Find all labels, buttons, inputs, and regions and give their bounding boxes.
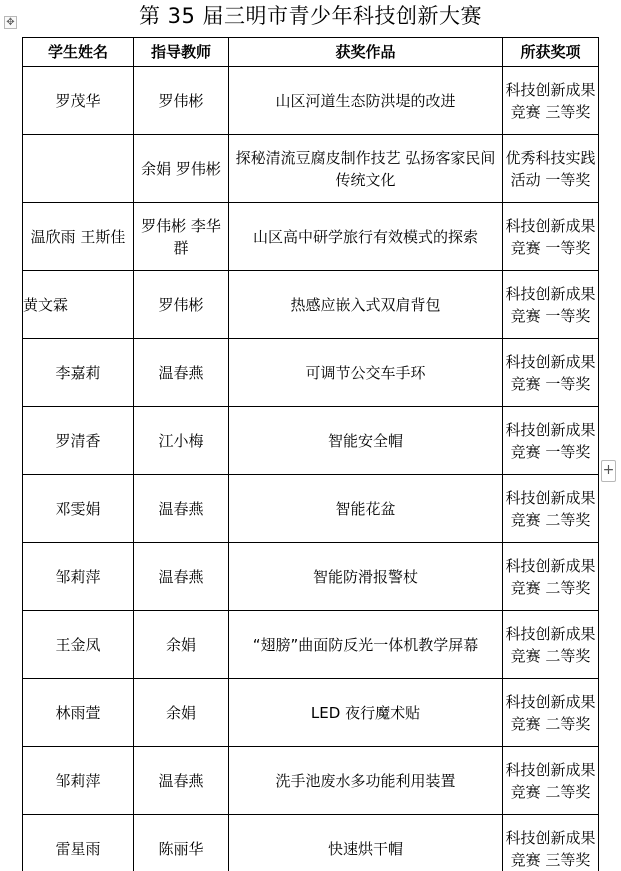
advisor-cell[interactable]: 余娟 罗伟彬: [134, 135, 229, 203]
advisor-cell[interactable]: 余娟: [134, 679, 229, 747]
advisor-cell[interactable]: 陈丽华: [134, 815, 229, 871]
award-cell[interactable]: 科技创新成果竞赛 二等奖: [503, 679, 599, 747]
award-cell[interactable]: 科技创新成果竞赛 二等奖: [503, 747, 599, 815]
award-work-cell[interactable]: 快速烘干帽: [229, 815, 503, 871]
student-name-cell[interactable]: 王金凤: [23, 611, 134, 679]
award-cell[interactable]: 科技创新成果竞赛 二等奖: [503, 475, 599, 543]
award-cell[interactable]: 科技创新成果竞赛 一等奖: [503, 203, 599, 271]
plus-icon[interactable]: +: [601, 460, 616, 482]
advisor-cell[interactable]: 罗伟彬: [134, 67, 229, 135]
student-name-cell[interactable]: 雷星雨: [23, 815, 134, 871]
advisor-cell[interactable]: 罗伟彬: [134, 271, 229, 339]
award-work-cell[interactable]: 可调节公交车手环: [229, 339, 503, 407]
advisor-cell[interactable]: 温春燕: [134, 475, 229, 543]
table-row: [23, 543, 599, 611]
award-cell[interactable]: 科技创新成果竞赛 二等奖: [503, 611, 599, 679]
award-work-cell[interactable]: 智能花盆: [229, 475, 503, 543]
advisor-cell[interactable]: 余娟: [134, 611, 229, 679]
award-cell[interactable]: 优秀科技实践活动 一等奖: [503, 135, 599, 203]
student-name-cell[interactable]: [23, 135, 134, 203]
table-row: [23, 271, 599, 339]
award-work-cell[interactable]: 智能安全帽: [229, 407, 503, 475]
award-work-cell[interactable]: 智能防滑报警杖: [229, 543, 503, 611]
award-work-cell[interactable]: “翅膀”曲面防反光一体机教学屏幕: [229, 611, 503, 679]
advisor-cell[interactable]: 温春燕: [134, 543, 229, 611]
table-row: [23, 339, 599, 407]
header-award-work: 获奖作品: [229, 38, 503, 67]
award-cell[interactable]: 科技创新成果竞赛 一等奖: [503, 407, 599, 475]
award-work-cell[interactable]: 山区高中研学旅行有效模式的探索: [229, 203, 503, 271]
advisor-cell[interactable]: 温春燕: [134, 339, 229, 407]
header-award: 所获奖项: [503, 38, 599, 67]
student-name-cell[interactable]: 李嘉莉: [23, 339, 134, 407]
award-work-cell[interactable]: 探秘清流豆腐皮制作技艺 弘扬客家民间传统文化: [229, 135, 503, 203]
table-row: [23, 611, 599, 679]
advisor-cell[interactable]: 罗伟彬 李华群: [134, 203, 229, 271]
award-cell[interactable]: 科技创新成果竞赛 三等奖: [503, 815, 599, 871]
student-name-cell[interactable]: 温欣雨 王斯佳: [23, 203, 134, 271]
header-student-name: 学生姓名: [23, 38, 134, 67]
document-title: 第 35 届三明市青少年科技创新大赛: [138, 4, 483, 28]
student-name-cell[interactable]: 林雨萱: [23, 679, 134, 747]
move-icon[interactable]: ✥: [4, 16, 17, 29]
header-advisor: 指导教师: [134, 38, 229, 67]
award-work-cell[interactable]: LED 夜行魔术贴: [229, 679, 503, 747]
table-row: [23, 407, 599, 475]
table-header-row: [23, 38, 599, 67]
table-row: [23, 679, 599, 747]
student-name-cell[interactable]: 邓雯娟: [23, 475, 134, 543]
award-cell[interactable]: 科技创新成果竞赛 一等奖: [503, 339, 599, 407]
table-row: [23, 135, 599, 203]
award-work-cell[interactable]: 洗手池废水多功能利用装置: [229, 747, 503, 815]
table-row: [23, 815, 599, 871]
student-name-cell[interactable]: 罗清香: [23, 407, 134, 475]
table-row: [23, 475, 599, 543]
award-work-cell[interactable]: 热感应嵌入式双肩背包: [229, 271, 503, 339]
advisor-cell[interactable]: 温春燕: [134, 747, 229, 815]
student-name-cell[interactable]: 罗茂华: [23, 67, 134, 135]
student-name-cell[interactable]: 邹莉萍: [23, 543, 134, 611]
award-cell[interactable]: 科技创新成果竞赛 二等奖: [503, 543, 599, 611]
advisor-cell[interactable]: 江小梅: [134, 407, 229, 475]
awards-table: [22, 37, 599, 871]
award-work-cell[interactable]: 山区河道生态防洪堤的改进: [229, 67, 503, 135]
student-name-cell[interactable]: 邹莉萍: [23, 747, 134, 815]
table-row: [23, 203, 599, 271]
student-name-cell[interactable]: 黄文霖: [23, 271, 134, 339]
table-row: [23, 747, 599, 815]
award-cell[interactable]: 科技创新成果竞赛 三等奖: [503, 67, 599, 135]
award-cell[interactable]: 科技创新成果竞赛 一等奖: [503, 271, 599, 339]
table-row: [23, 67, 599, 135]
